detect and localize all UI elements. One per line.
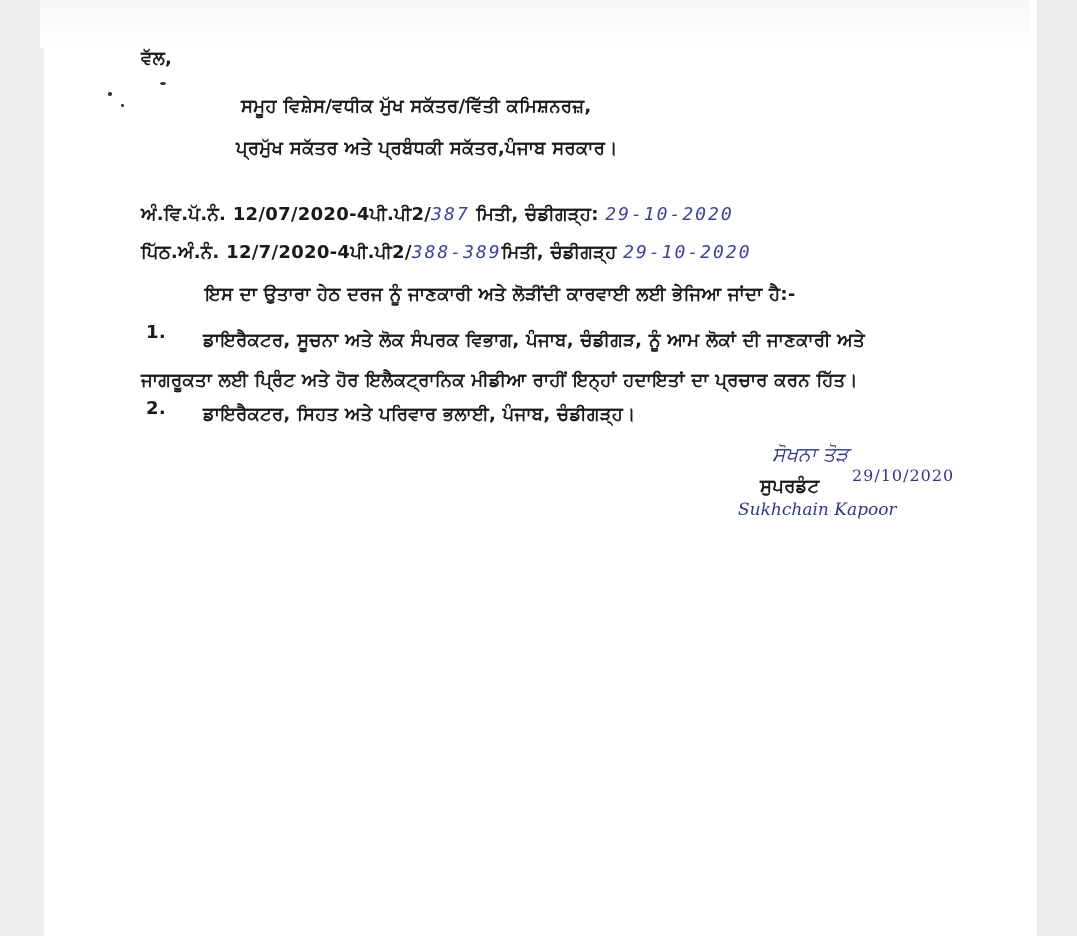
scan-speck — [160, 82, 166, 85]
handwritten-signature: ਸੋਖਨਾ ਤੋੜ — [772, 442, 849, 466]
forwarding-text: ਇਸ ਦਾ ਉਤਾਰਾ ਹੇਠ ਦਰਜ ਨੂੰ ਜਾਣਕਾਰੀ ਅਤੇ ਲੋੜੀਂਦੀ ਕਾਰਵਾਈ ਲਈ ਭੇਜਿਆ ਜਾਂਦਾ ਹੈ:- — [205, 284, 796, 305]
signature-date: 29/10/2020 — [852, 466, 955, 485]
salutation: ਵੱਲ, — [141, 48, 173, 69]
item-1-number: 1. — [146, 322, 166, 343]
ref1-number: 387 — [431, 204, 470, 225]
ref1-prefix: ਅੰ.ਵਿ.ਪੱ.ਨੰ. 12/07/2020-4ਪੀ.ਪੀ2/ — [141, 204, 432, 225]
designation: ਸੁਪਰਡੰਟ — [760, 476, 820, 497]
reference-line-2 — [141, 242, 752, 263]
recipient-line-1: ਸਮੂਹ ਵਿਸ਼ੇਸ/ਵਧੀਕ ਮੁੱਖ ਸਕੱਤਰ/ਵਿੱਤੀ ਕਮਿਸ਼ਨਰਜ਼, — [241, 96, 592, 117]
item-1-text-line-2: ਜਾਗਰੂਕਤਾ ਲਈ ਪ੍ਰਿੰਟ ਅਤੇ ਹੋਰ ਇਲੈਕਟ੍ਰਾਨਿਕ ਮੀਡੀਆ ਰਾਹੀਂ ਇਨ੍ਹਾਂ ਹਦਾਇਤਾਂ ਦਾ ਪ੍ਰਚਾਰ ਕਰਨ ਹਿੱਤ। — [141, 370, 858, 391]
scan-right-margin — [1037, 0, 1077, 936]
ref2-date-label: ਮਿਤੀ, ਚੰਡੀਗੜ੍ਹ — [501, 242, 617, 263]
scan-speck — [121, 104, 124, 107]
bleed-through-shadow — [40, 0, 1030, 48]
scan-left-margin — [0, 0, 44, 936]
signatory-name: Sukhchain Kapoor — [738, 500, 897, 520]
ref2-prefix: ਪਿੱਠ.ਅੰ.ਨੰ. 12/7/2020-4ਪੀ.ਪੀ2/ — [141, 242, 412, 263]
item-2-text: ਡਾਇਰੈਕਟਰ, ਸਿਹਤ ਅਤੇ ਪਰਿਵਾਰ ਭਲਾਈ, ਪੰਜਾਬ, ਚੰਡੀਗੜ੍ਹ। — [203, 404, 636, 425]
scan-speck — [108, 92, 112, 96]
item-1-text-line-1: ਡਾਇਰੈਕਟਰ, ਸੂਚਨਾ ਅਤੇ ਲੋਕ ਸੰਪਰਕ ਵਿਭਾਗ, ਪੰਜਾਬ, ਚੰਡੀਗੜ, ਨੂੰ ਆਮ ਲੋਕਾਂ ਦੀ ਜਾਣਕਾਰੀ ਅਤੇ — [203, 330, 865, 351]
ref2-date: 29-10-2020 — [623, 242, 752, 263]
ref1-date: 29-10-2020 — [605, 204, 734, 225]
reference-line-1 — [141, 204, 734, 225]
ref1-date-label: ਮਿਤੀ, ਚੰਡੀਗੜ੍ਹ: — [476, 204, 599, 225]
item-2-number: 2. — [146, 398, 166, 419]
ref2-number: 388-389 — [411, 242, 502, 263]
recipient-line-2: ਪ੍ਰਮੁੱਖ ਸਕੱਤਰ ਅਤੇ ਪ੍ਰਬੰਧਕੀ ਸਕੱਤਰ,ਪੰਜਾਬ ਸਰਕਾਰ। — [236, 138, 618, 159]
